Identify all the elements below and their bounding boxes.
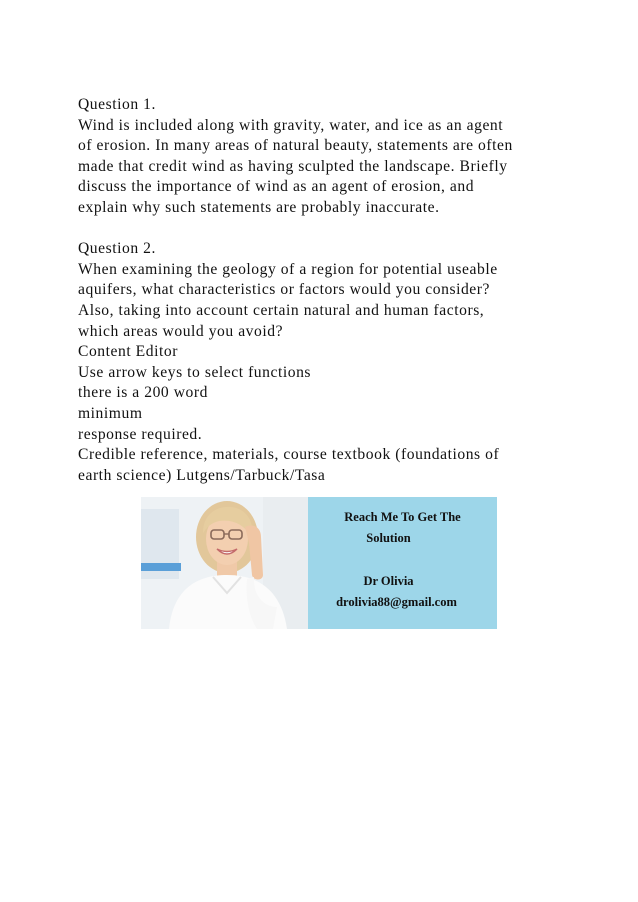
question-1-line-2: of erosion. In many areas of natural beauty, statements are often xyxy=(78,137,513,155)
banner-contact-name: Dr Olivia xyxy=(363,574,414,588)
question-1-line-3: made that credit wind as having sculpted the landscape. Briefly xyxy=(78,157,508,175)
contact-banner xyxy=(141,497,497,629)
question-2-line-1: When examining the geology of a region for potential useable xyxy=(78,260,498,278)
word-requirement-line-3: response required. xyxy=(78,425,203,443)
contact-panel xyxy=(308,497,497,629)
banner-headline: Reach Me To Get The xyxy=(344,510,461,524)
banner-subheadline: Solution xyxy=(366,531,411,545)
question-1-line-4: discuss the importance of wind as an agent of erosion, and xyxy=(78,178,475,196)
question-2-heading: Question 2. xyxy=(78,240,156,258)
word-requirement-line-1: there is a 200 word xyxy=(78,384,208,402)
banner-contact-email: drolivia88@gmail.com xyxy=(336,595,457,609)
content-editor-label: Content Editor xyxy=(78,343,178,361)
question-2-line-2: aquifers, what characteristics or factors would you consider? xyxy=(78,281,490,299)
document-text xyxy=(78,95,618,486)
reference-line-1: Credible reference, materials, course textbook (foundations of xyxy=(78,446,500,464)
question-1-line-1: Wind is included along with gravity, water, and ice as an agent xyxy=(78,116,504,134)
question-1-heading: Question 1. xyxy=(78,96,156,113)
tutor-illustration xyxy=(141,497,308,629)
word-requirement-line-2: minimum xyxy=(78,404,143,422)
blank-line xyxy=(78,219,618,240)
question-2-line-3: Also, taking into account certain natural and human factors, xyxy=(78,301,485,319)
question-1-line-5: explain why such statements are probably inaccurate. xyxy=(78,198,440,216)
reference-line-2: earth science) Lutgens/Tarbuck/Tasa xyxy=(78,466,326,484)
tutor-photo xyxy=(141,497,308,629)
arrow-keys-hint: Use arrow keys to select functions xyxy=(78,363,312,381)
question-2-line-4: which areas would you avoid? xyxy=(78,322,284,340)
